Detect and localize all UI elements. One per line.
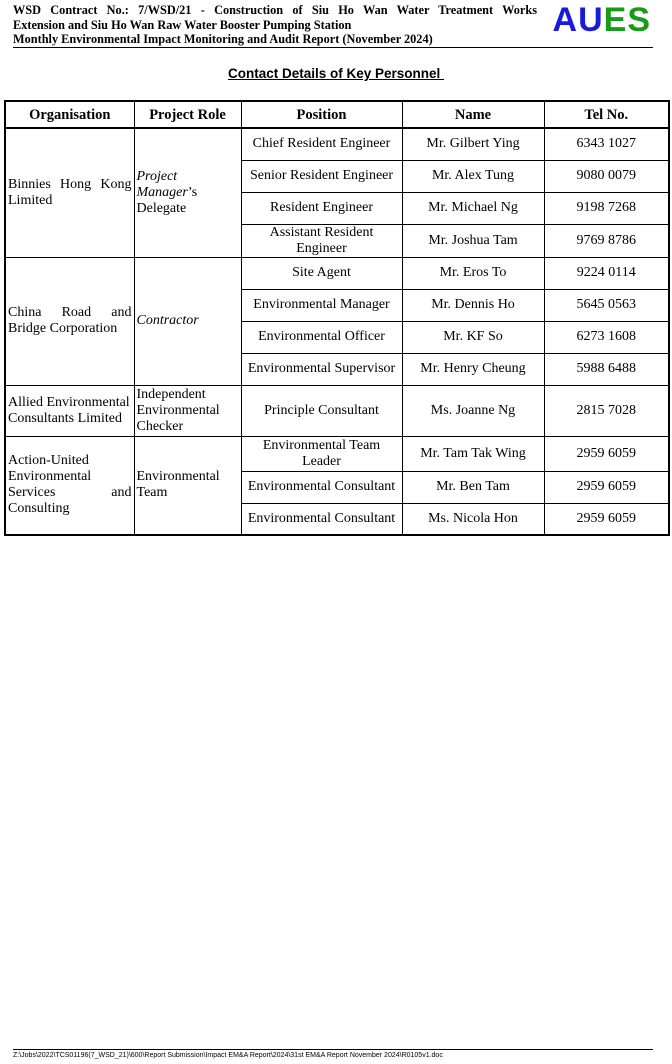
- section-title: [0, 66, 672, 81]
- position-cell: Environmental Officer: [241, 321, 402, 353]
- header-name: Name: [402, 101, 544, 128]
- position-cell: Principle Consultant: [241, 385, 402, 436]
- name-cell: Mr. Dennis Ho: [402, 289, 544, 321]
- organisation-cell: Binnies Hong Kong Limited: [5, 128, 134, 257]
- name-cell: Mr. Eros To: [402, 257, 544, 289]
- tel-cell: 2815 7028: [544, 385, 669, 436]
- footer-rule: [13, 1049, 653, 1050]
- tel-cell: 2959 6059: [544, 436, 669, 471]
- name-cell: Mr. KF So: [402, 321, 544, 353]
- tel-cell: 2959 6059: [544, 503, 669, 535]
- tel-cell: 5645 0563: [544, 289, 669, 321]
- header-line-3: Monthly Environmental Impact Monitoring and Audit Report (November 2024): [13, 32, 433, 46]
- logo-text-green: ES: [603, 1, 651, 39]
- organisation-cell: China Road and Bridge Corporation: [5, 257, 134, 385]
- table-row: [5, 128, 669, 160]
- name-cell: Mr. Gilbert Ying: [402, 128, 544, 160]
- project-role-italic: Project Manager: [136, 168, 188, 200]
- name-cell: Mr. Ben Tam: [402, 471, 544, 503]
- position-cell: Environmental Consultant: [241, 471, 402, 503]
- position-cell: Environmental Manager: [241, 289, 402, 321]
- position-cell: Environmental Team Leader: [241, 436, 402, 471]
- header-text: [13, 3, 537, 47]
- header-position: Position: [241, 101, 402, 128]
- logo-text-blue: AU: [552, 1, 604, 39]
- project-role-suffix: ’s: [187, 184, 198, 200]
- tel-cell: 2959 6059: [544, 471, 669, 503]
- position-cell: Assistant Resident Engineer: [241, 224, 402, 257]
- project-role-cell: Environmental Team: [134, 436, 241, 535]
- header-line-1: WSD Contract No.: 7/WSD/21 - Construction of Siu Ho Wan Water Treatment Works: [13, 3, 537, 17]
- tel-cell: 9224 0114: [544, 257, 669, 289]
- tel-cell: 9198 7268: [544, 192, 669, 224]
- project-role-line2: Delegate: [136, 200, 187, 216]
- name-cell: Mr. Joshua Tam: [402, 224, 544, 257]
- header-line-2: Extension and Siu Ho Wan Raw Water Booster Pumping Station: [13, 17, 352, 32]
- position-cell: Senior Resident Engineer: [241, 160, 402, 192]
- table-row: [5, 385, 669, 436]
- page-header: [13, 0, 653, 47]
- project-role-cell: Contractor: [134, 257, 241, 385]
- table-header-row: [5, 101, 669, 128]
- tel-cell: 9769 8786: [544, 224, 669, 257]
- tel-cell: 9080 0079: [544, 160, 669, 192]
- contacts-table: [4, 100, 670, 536]
- name-cell: Mr. Tam Tak Wing: [402, 436, 544, 471]
- table-row: [5, 436, 669, 471]
- name-cell: Ms. Joanne Ng: [402, 385, 544, 436]
- name-cell: Mr. Alex Tung: [402, 160, 544, 192]
- project-role-cell: Independent Environmental Checker: [134, 385, 241, 436]
- footer-file-path: Z:\Jobs\2022\TCS01196(7_WSD_21)\600\Report Submission\Impact EM&A Report\2024\31st EM&A Report November 2024\R0105v1.doc: [13, 1052, 443, 1059]
- position-cell: Chief Resident Engineer: [241, 128, 402, 160]
- header-rule: [13, 47, 653, 48]
- position-cell: Environmental Supervisor: [241, 353, 402, 385]
- position-cell: Resident Engineer: [241, 192, 402, 224]
- table-row: [5, 257, 669, 289]
- organisation-cell: Action-United Environmental Services and Consulting: [5, 436, 134, 535]
- section-title-text: Contact Details of Key Personnel: [227, 66, 445, 81]
- tel-cell: 6343 1027: [544, 128, 669, 160]
- project-role-cell: [134, 128, 241, 257]
- organisation-cell: Allied Environmental Consultants Limited: [5, 385, 134, 436]
- aues-logo: [553, 0, 651, 42]
- tel-cell: 5988 6488: [544, 353, 669, 385]
- name-cell: Ms. Nicola Hon: [402, 503, 544, 535]
- position-cell: Site Agent: [241, 257, 402, 289]
- header-tel: Tel No.: [544, 101, 669, 128]
- tel-cell: 6273 1608: [544, 321, 669, 353]
- header-organisation: Organisation: [5, 101, 134, 128]
- name-cell: Mr. Michael Ng: [402, 192, 544, 224]
- position-cell: Environmental Consultant: [241, 503, 402, 535]
- header-project-role: Project Role: [134, 101, 241, 128]
- name-cell: Mr. Henry Cheung: [402, 353, 544, 385]
